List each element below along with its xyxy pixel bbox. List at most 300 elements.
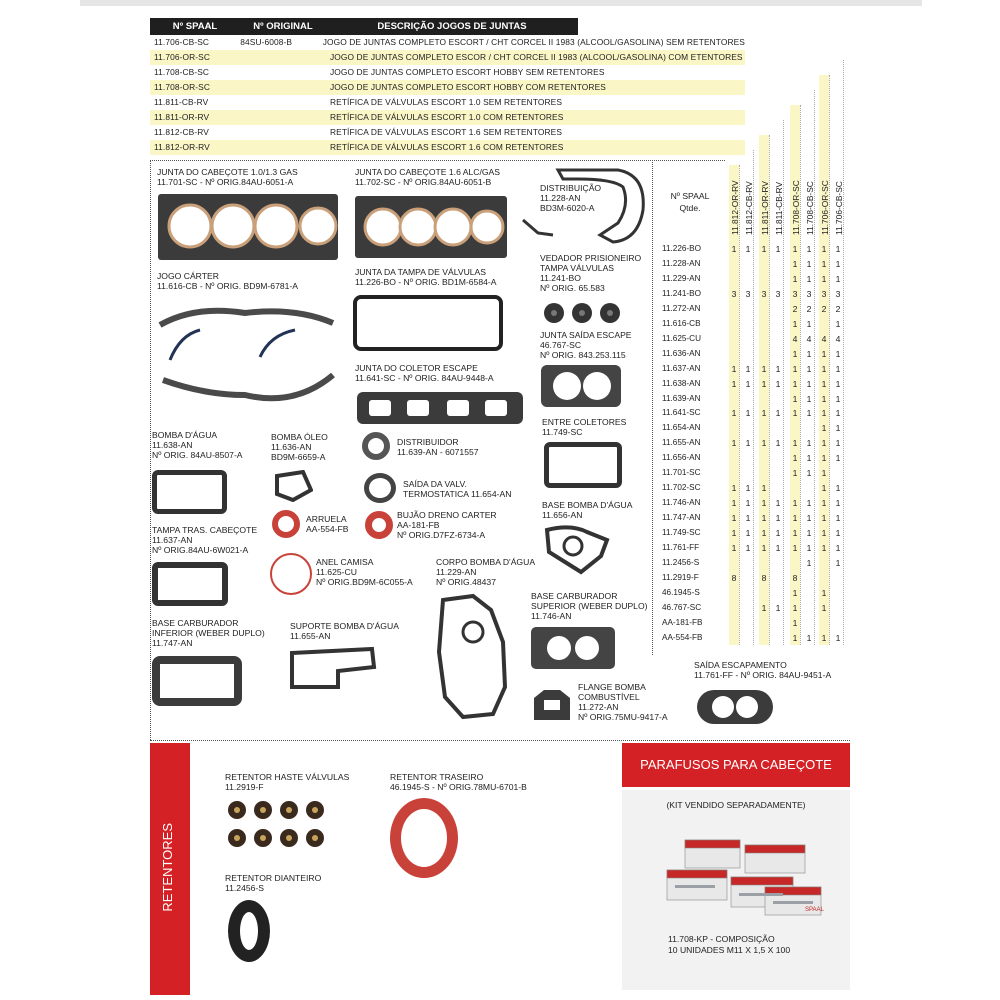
matrix-row-code: 11.639-AN [662,393,701,403]
matrix-qty: 1 [835,453,841,464]
kits-table [150,18,745,155]
matrix-qty: 1 [821,423,827,434]
matrix-qty: 1 [792,244,798,254]
matrix-column-header: 11.812-OR-RV [730,180,740,235]
part-code: 11.639-AN - 6071557 [397,447,479,457]
parafusos-header [622,743,850,787]
matrix-row-code: 11.241-BO [662,288,701,298]
carb-gasket-icon [531,627,615,669]
part-code: 11.241-BO [540,273,581,283]
exhaust-outlet-gasket-image [541,365,621,407]
row-original [240,110,326,125]
row-descricao: RETÍFICA DE VÁLVULAS ESCORT 1.6 SEM RETENTORES [330,127,563,137]
matrix-qty: 1 [731,438,737,449]
matrix-row-code: 11.229-AN [662,273,701,283]
matrix-qty: 1 [835,393,841,404]
matrix-qty: 1 [806,258,812,269]
label-saida-escape [540,330,632,360]
part-code: 11.638-AN [152,440,193,450]
matrix-qty: 1 [792,378,798,389]
thermostat-gasket-image [364,473,396,503]
matrix-qty: 1 [835,408,841,419]
label-vedador [540,253,641,293]
part-name: ENTRE COLETORES [542,417,627,427]
part-code: 11.702-SC - Nº ORIG.84AU-6051-B [355,177,492,187]
matrix-qty: 1 [761,363,767,374]
matrix-qty: 1 [806,528,812,539]
matrix-qty: 1 [745,244,751,254]
oil-pump-gasket-image [273,470,313,507]
matrix-row-code: 11.272-AN [662,303,701,313]
part-name: SAÍDA ESCAPAMENTO [694,660,787,670]
water-pump-gasket-image [152,470,227,514]
upper-carb-base-gasket-image [531,627,615,669]
part-name: JUNTA DA TAMPA DE VÁLVULAS [355,267,487,277]
matrix-qty: 1 [775,513,781,524]
part-name: JUNTA DO COLETOR ESCAPE [355,363,478,373]
part-name: RETENTOR DIANTEIRO [225,873,322,883]
label-retentor-dianteiro [225,873,321,893]
exhaust-pipe-gasket-image [695,686,775,733]
table-row [150,125,745,140]
matrix-qty: 8 [792,572,798,583]
matrix-qty: 1 [792,273,798,284]
part-name: JUNTA DO CABEÇOTE 1.6 ALC/GAS [355,167,501,177]
matrix-qty: 1 [731,408,737,419]
matrix-qty: 4 [821,333,827,344]
pump-support-gasket-image [288,645,378,696]
matrix-qty: 1 [792,348,798,359]
part-orig: Nº ORIG.75MU-9417-A [578,712,668,722]
matrix-qty: 1 [731,363,737,374]
part-name: CORPO BOMBA D'ÁGUA [436,557,536,567]
matrix-qty: 1 [745,528,751,539]
matrix-qty: 1 [806,244,812,254]
row-original [240,80,326,95]
part-code: 46.1945-S - Nº ORIG.78MU-6701-B [390,782,527,792]
kit-code: 11.708-KP - COMPOSIÇÃO [668,934,775,944]
matrix-qty: 1 [745,483,751,494]
matrix-qty: 1 [775,498,781,509]
matrix-qty: 3 [745,288,751,299]
oil-pan-gasket-image [155,295,340,420]
part-code: 11.625-CU [316,567,357,577]
top-band [80,0,922,6]
part-code: 11.655-AN [290,631,331,641]
matrix-qty: 1 [745,378,751,389]
matrix-qty: 1 [821,468,827,479]
parafusos-caption [668,934,790,956]
matrix-qty: 1 [821,587,827,598]
matrix-qty: 1 [745,498,751,509]
matrix-qty: 1 [792,543,798,553]
part-code: TERMOSTATICA 11.654-AN [403,489,512,499]
fuel-flange-icon [530,688,574,724]
matrix-column-line [739,165,740,645]
matrix-qty: 1 [792,438,798,449]
row-spaal: 11.706-CB-SC [154,37,210,47]
part-name: BUJÃO DRENO CARTER [397,510,497,520]
label-bomba-oleo [271,432,328,462]
part-name: SUPORTE BOMBA D'ÁGUA [290,621,399,631]
part-name-2: COMBUSTÍVEL [578,692,640,702]
matrix-qty: 3 [806,288,812,299]
label-retentor-traseiro [390,772,527,792]
matrix-qty: 1 [806,543,812,553]
row-descricao: JOGO DE JUNTAS COMPLETO ESCORT / CHT CORCEL II 1983 (ALCOOL/GASOLINA) SEM RETENTORES [322,37,745,47]
matrix-row-code: AA-554-FB [662,632,703,642]
matrix-qty: 1 [835,632,841,643]
matrix-qty: 1 [821,244,827,254]
row-descricao: JOGO DE JUNTAS COMPLETO ESCOR / CHT CORCEL II 1983 (ALCOOL/GASOLINA) COM ETENTORES [330,52,743,62]
matrix-qty: 1 [821,528,827,539]
part-name: JUNTA SAÍDA ESCAPE [540,330,632,340]
matrix-column-header: 11.811-CB-RV [774,181,784,235]
table-row [150,95,745,110]
matrix-column-line [843,60,844,645]
part-orig: Nº ORIG. 65.583 [540,283,605,293]
head-gasket-icon [355,196,507,258]
row-descricao: RETÍFICA DE VÁLVULAS ESCORT 1.0 SEM RETENTORES [330,97,563,107]
matrix-qty: 1 [792,468,798,479]
matrix-row-code: 11.638-AN [662,378,701,388]
matrix-qty: 1 [792,632,798,643]
matrix-qty: 1 [835,423,841,434]
label-arruela [306,514,349,534]
matrix-qty: 1 [806,318,812,329]
part-code: 46.767-SC [540,340,582,350]
matrix-qty: 1 [745,363,751,374]
valve-seal-icon [225,798,330,854]
part-orig: Nº ORIG.84AU-6W021-A [152,545,249,555]
matrix-qty: 1 [806,273,812,284]
matrix-qty: 1 [792,408,798,419]
matrix-qty: 8 [731,572,737,583]
part-orig: BD9M-6659-A [271,452,326,462]
part-name: BASE CARBURADOR [531,591,618,601]
matrix-qty: 1 [731,513,737,524]
exhaust-pipe-gasket-icon [695,686,775,728]
matrix-qty: 1 [761,483,767,494]
matrix-qty: 1 [821,408,827,419]
matrix-qty: 1 [835,258,841,269]
matrix-qty: 1 [775,363,781,374]
matrix-qty: 1 [806,438,812,449]
matrix-qty: 1 [821,513,827,524]
row-spaal: 11.811-CB-RV [154,97,209,107]
matrix-qty: 1 [821,498,827,509]
rear-seal-image [390,798,458,878]
matrix-qty: 1 [761,528,767,539]
part-code: 11.229-AN [436,567,477,577]
matrix-qty: 1 [821,393,827,404]
part-orig: Nº ORIG. 84AU-8507-A [152,450,243,460]
matrix-qty: 1 [835,318,841,329]
row-original [240,65,326,80]
matrix-qty: 1 [761,438,767,449]
row-spaal: 11.812-CB-RV [154,127,209,137]
oil-pan-gasket-icon [155,295,340,415]
row-spaal: 11.811-OR-RV [154,112,210,122]
matrix-qty: 1 [731,528,737,539]
label-coletor [355,363,494,383]
row-descricao: JOGO DE JUNTAS COMPLETO ESCORT HOBBY COM RETENTORES [330,82,606,92]
matrix-qty: 1 [761,513,767,524]
label-entre-coletores [542,417,626,437]
matrix-qty: 1 [792,318,798,329]
lower-carb-base-gasket-image [152,656,242,706]
part-code: AA-554-FB [306,524,349,534]
matrix-qty: 1 [835,557,841,568]
matrix-qty: 1 [792,528,798,539]
matrix-row-code: 11.656-AN [662,453,701,463]
stud-seals-image [540,300,640,331]
matrix-qty: 1 [835,273,841,284]
pump-support-gasket-icon [288,645,378,691]
matrix-row-code: 46.1945-S [662,587,700,597]
part-code: 11.2919-F [225,782,264,792]
matrix-qty: 1 [792,498,798,509]
matrix-qty: 1 [745,438,751,449]
row-descricao: RETÍFICA DE VÁLVULAS ESCORT 1.0 COM RETENTORES [330,112,564,122]
matrix-qty: 1 [835,543,841,553]
bolt-box-icon [665,835,825,920]
label-saida-escapamento [694,660,831,680]
label-corpo-bomba [436,557,535,587]
matrix-qty: 1 [775,528,781,539]
matrix-row-code: 11.228-AN [662,258,701,268]
matrix-column-header: 11.706-OR-SC [820,180,830,235]
matrix-row-code: 11.749-SC [662,528,701,538]
table-row [150,110,745,125]
part-name: SAÍDA DA VALV. [403,479,467,489]
matrix-qty: 4 [792,333,798,344]
matrix-qty: 1 [761,498,767,509]
label-anel-camisa [316,557,413,587]
part-name: BASE CARBURADOR [152,618,239,628]
row-descricao: RETÍFICA DE VÁLVULAS ESCORT 1.6 COM RETENTORES [330,142,564,152]
matrix-column-header: 11.812-CB-RV [744,181,754,235]
matrix-row-code: 11.625-CU [662,333,701,343]
matrix-qty: 1 [821,258,827,269]
matrix-qty: 1 [835,513,841,524]
table-row [150,35,745,50]
matrix-qty: 8 [761,572,767,583]
matrix-row-code: 11.2919-F [662,572,699,582]
distributor-seal-image [362,432,390,460]
part-name: TAMPA TRAS. CABEÇOTE [152,525,258,535]
matrix-qty: 1 [806,348,812,359]
matrix-qty: 1 [792,363,798,374]
part-name: VEDADOR PRISIONEIRO [540,253,642,263]
matrix-header-spaal: Nº SPAAL [670,191,710,201]
matrix-qty: 3 [775,288,781,299]
matrix-qty: 1 [745,543,751,553]
matrix-qty: 1 [745,408,751,419]
matrix-row-code: AA-181-FB [662,617,703,627]
matrix-row-code: 11.226-BO [662,244,701,253]
matrix-qty: 1 [792,617,798,628]
matrix-qty: 1 [821,363,827,374]
matrix-qty: 1 [835,244,841,254]
separator-line [150,740,850,741]
pump-body-gasket-image [433,592,513,727]
head-gasket-16-image [355,196,507,258]
part-code: 11.701-SC - Nº ORIG.84AU-6051-A [157,177,294,187]
parafusos-note: (KIT VENDIDO SEPARADAMENTE) [666,800,806,810]
box-brand-text: SPAAL [805,907,824,913]
separator-line [150,160,725,161]
part-code: 11.749-SC [542,427,583,437]
head-gasket-10-image [158,194,338,260]
label-base-bomba-agua [542,500,632,520]
matrix-qty: 1 [792,393,798,404]
row-original [240,95,326,110]
matrix-row-code: 11.747-AN [662,513,701,523]
matrix-qty: 4 [835,333,841,344]
part-code: 11.226-BO - Nº ORIG. BD1M-6584-A [355,277,497,287]
matrix-header [668,190,712,214]
matrix-column-header: 11.708-OR-SC [791,180,801,235]
part-code: 11.746-AN [531,611,572,621]
inter-manifold-gasket-image [544,442,622,488]
matrix-row-code: 11.654-AN [662,423,701,433]
matrix-qty: 1 [792,453,798,464]
matrix-qty: 1 [806,513,812,524]
part-name-2: TAMPA VÁLVULAS [540,263,615,273]
row-spaal: 11.812-OR-RV [154,142,210,152]
part-name: ANEL CAMISA [316,557,374,567]
matrix-qty: 1 [806,453,812,464]
part-code: 11.272-AN [578,702,619,712]
matrix-qty: 1 [821,273,827,284]
label-distribuicao [540,183,601,213]
matrix-row-code: 11.746-AN [662,498,701,508]
separator-line [150,160,151,740]
part-code: 11.636-AN [271,442,312,452]
part-code: 11.761-FF - Nº ORIG. 84AU-9451-A [694,670,832,680]
matrix-qty: 1 [761,408,767,419]
row-descricao: JOGO DE JUNTAS COMPLETO ESCORT HOBBY SEM RETENTORES [330,67,605,77]
matrix-column-header: 11.706-CB-SC [834,181,844,235]
matrix-qty: 1 [821,348,827,359]
part-orig: Nº ORIG.48437 [436,577,496,587]
row-original: 84SU-6008-B [240,37,293,47]
fuel-pump-flange-gasket-image [530,688,574,729]
part-name: BOMBA D'ÁGUA [152,430,218,440]
matrix-row-code: 11.616-CB [662,318,701,328]
retentores-label: RETENTORES [160,823,175,912]
col-descricao: DESCRIÇÃO JOGOS DE JUNTAS [377,21,527,32]
row-original [240,140,326,155]
part-code: 11.747-AN [152,638,193,648]
matrix-qty: 1 [731,378,737,389]
matrix-qty: 1 [761,602,767,613]
matrix-qty: 2 [835,303,841,314]
table-header [150,18,578,35]
row-original [240,125,326,140]
matrix-qty: 1 [806,468,812,479]
part-name: ARRUELA [306,514,347,524]
col-original: Nº ORIGINAL [253,21,313,32]
matrix-qty: 1 [835,483,841,494]
matrix-qty: 1 [835,498,841,509]
row-spaal: 11.706-OR-SC [154,52,210,62]
label-flange-bomba [578,682,668,722]
bolt-kit-boxes-image [665,835,825,925]
part-name: RETENTOR HASTE VÁLVULAS [225,772,350,782]
manifold-gasket-icon [355,390,525,426]
matrix-qty: 1 [821,632,827,643]
oil-pump-gasket-icon [273,470,313,502]
part-name: BASE BOMBA D'ÁGUA [542,500,633,510]
part-orig: Nº ORIG.BD9M-6C055-A [316,577,413,587]
matrix-column-line [829,75,830,645]
matrix-qty: 1 [775,408,781,419]
matrix-qty: 1 [806,378,812,389]
part-orig: Nº ORIG. 843.253.115 [540,350,626,360]
label-bujao [397,510,497,540]
matrix-row-code: 11.701-SC [662,468,701,478]
liner-ring-image [270,553,312,595]
label-saida-valv [403,479,511,499]
matrix-header-qtde: Qtde. [679,203,701,213]
matrix-qty: 1 [775,438,781,449]
part-name: JOGO CÁRTER [157,271,219,281]
matrix-qty: 3 [761,288,767,299]
part-name: JUNTA DO CABEÇOTE 1.0/1.3 GAS [157,167,298,177]
matrix-qty: 1 [806,557,812,568]
matrix-row-code: 11.2456-S [662,557,700,567]
rear-head-cover-gasket-image [152,562,228,606]
label-cabecote-16 [355,167,500,187]
row-spaal: 11.708-OR-SC [154,82,210,92]
head-gasket-icon [158,194,338,260]
matrix-qty: 1 [821,438,827,449]
table-row [150,80,745,95]
matrix-column-header: 11.811-OR-RV [760,181,770,235]
part-code: 11.616-CB - Nº ORIG. BD9M-6781-A [157,281,299,291]
matrix-qty: 1 [775,543,781,553]
col-spaal: Nº SPAAL [172,21,218,32]
matrix-qty: 1 [821,483,827,494]
matrix-qty: 2 [806,303,812,314]
label-tampa-tras [152,525,257,555]
matrix-qty: 1 [806,393,812,404]
matrix-qty: 1 [792,513,798,524]
part-orig: Nº ORIG.D7FZ-6734-A [397,530,486,540]
label-tampa-valvulas [355,267,496,287]
matrix-qty: 1 [821,453,827,464]
matrix-row-code: 11.641-SC [662,408,701,418]
matrix-qty: 1 [835,528,841,539]
matrix-qty: 1 [731,244,737,254]
manifold-gasket-image [355,390,525,431]
table-row [150,50,745,65]
part-name-2: INFERIOR (WEBER DUPLO) [152,628,265,638]
front-seal-image [228,900,270,962]
pump-base-gasket-icon [541,522,613,578]
matrix-qty: 1 [806,408,812,419]
part-name: FLANGE BOMBA [578,682,646,692]
part-name: DISTRIBUIÇÃO [540,183,602,193]
matrix-qty: 1 [821,543,827,553]
matrix-qty: 1 [835,438,841,449]
row-spaal: 11.708-CB-SC [154,67,210,77]
part-name: DISTRIBUIDOR [397,437,459,447]
matrix-qty: 1 [731,483,737,494]
matrix-qty: 1 [792,602,798,613]
